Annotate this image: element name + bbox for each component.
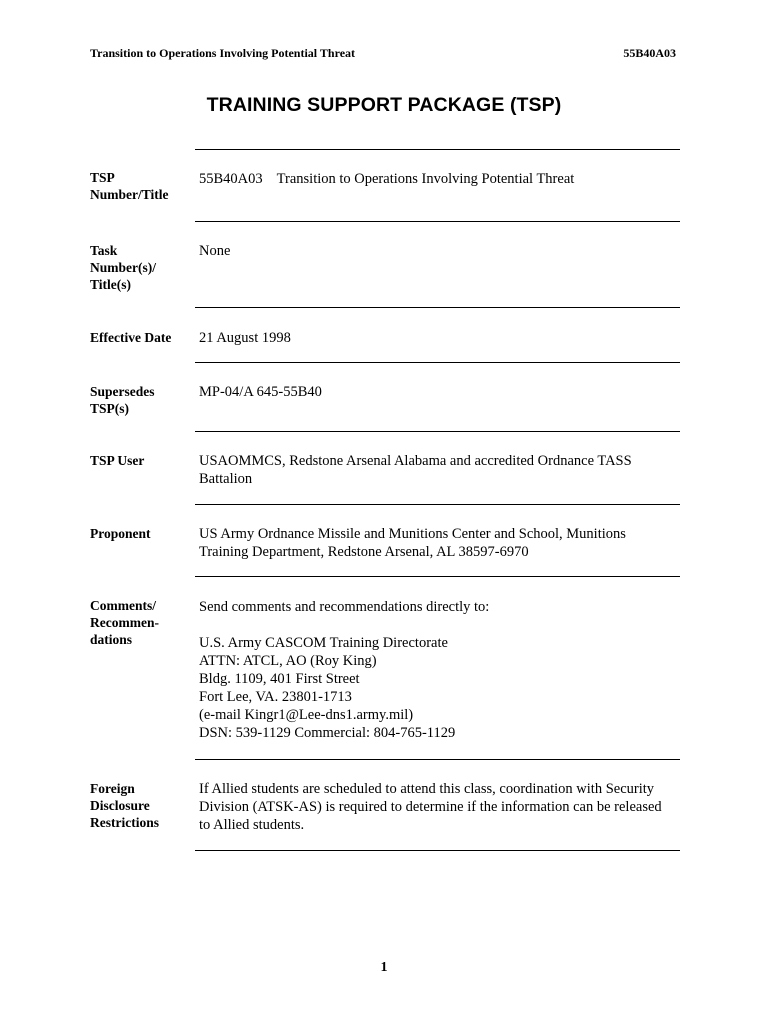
row-label-comments: Comments/ Recommen- dations xyxy=(90,598,159,647)
table-rule xyxy=(195,362,680,363)
running-header-code: 55B40A03 xyxy=(623,46,676,60)
row-label-foreign-disclosure: Foreign Disclosure Restrictions xyxy=(90,781,159,830)
row-value-task-numbers: None xyxy=(199,243,231,259)
row-label-effective-date: Effective Date xyxy=(90,330,172,345)
tsp-title: Transition to Operations Involving Potential Threat xyxy=(276,171,575,187)
comments-line: (e-mail Kingr1@Lee-dns1.army.mil) xyxy=(199,707,414,723)
row-label-proponent: Proponent xyxy=(90,526,151,541)
page-title: TRAINING SUPPORT PACKAGE (TSP) xyxy=(206,94,562,116)
table-rule xyxy=(195,850,680,851)
comments-line: Send comments and recommendations directly to: xyxy=(199,599,490,615)
row-label-tsp-number-title: TSP Number/Title xyxy=(90,170,169,202)
row-value-supersedes: MP-04/A 645-55B40 xyxy=(199,384,322,400)
row-value-foreign-disclosure: If Allied students are scheduled to attend this class, coordination with Security Division (ATSK-AS) is required to determine if the information can be released to Allied students. xyxy=(199,781,662,833)
comments-line: Fort Lee, VA. 23801-1713 xyxy=(199,689,352,705)
running-header-title: Transition to Operations Involving Potential Threat xyxy=(90,46,356,60)
comments-line: U.S. Army CASCOM Training Directorate xyxy=(199,635,448,651)
page-number: 1 xyxy=(380,960,388,975)
row-label-supersedes: Supersedes TSP(s) xyxy=(90,384,155,416)
row-value-proponent: US Army Ordnance Missile and Munitions Center and School, Munitions Training Department, Redstone Arsenal, AL 38597-6970 xyxy=(199,526,626,560)
comments-line: DSN: 539-1129 Commercial: 804-765-1129 xyxy=(199,725,456,741)
table-rule xyxy=(195,576,680,577)
row-label-tsp-user: TSP User xyxy=(90,453,145,468)
row-value-effective-date: 21 August 1998 xyxy=(199,330,291,346)
table-rule xyxy=(195,431,680,432)
tsp-number: 55B40A03 xyxy=(199,171,263,187)
row-label-task-numbers: Task Number(s)/ Title(s) xyxy=(90,243,156,292)
table-rule xyxy=(195,504,680,505)
comments-line: Bldg. 1109, 401 First Street xyxy=(199,671,360,687)
table-rule xyxy=(195,149,680,150)
row-value-tsp-user: USAOMMCS, Redstone Arsenal Alabama and accredited Ordnance TASS Battalion xyxy=(199,453,632,487)
row-value-comments xyxy=(199,598,675,742)
table-rule xyxy=(195,307,680,308)
comments-line: ATTN: ATCL, AO (Roy King) xyxy=(199,653,377,669)
table-rule xyxy=(195,221,680,222)
table-rule xyxy=(195,759,680,760)
row-value-tsp-number-title xyxy=(199,170,675,188)
comments-line xyxy=(199,616,675,634)
